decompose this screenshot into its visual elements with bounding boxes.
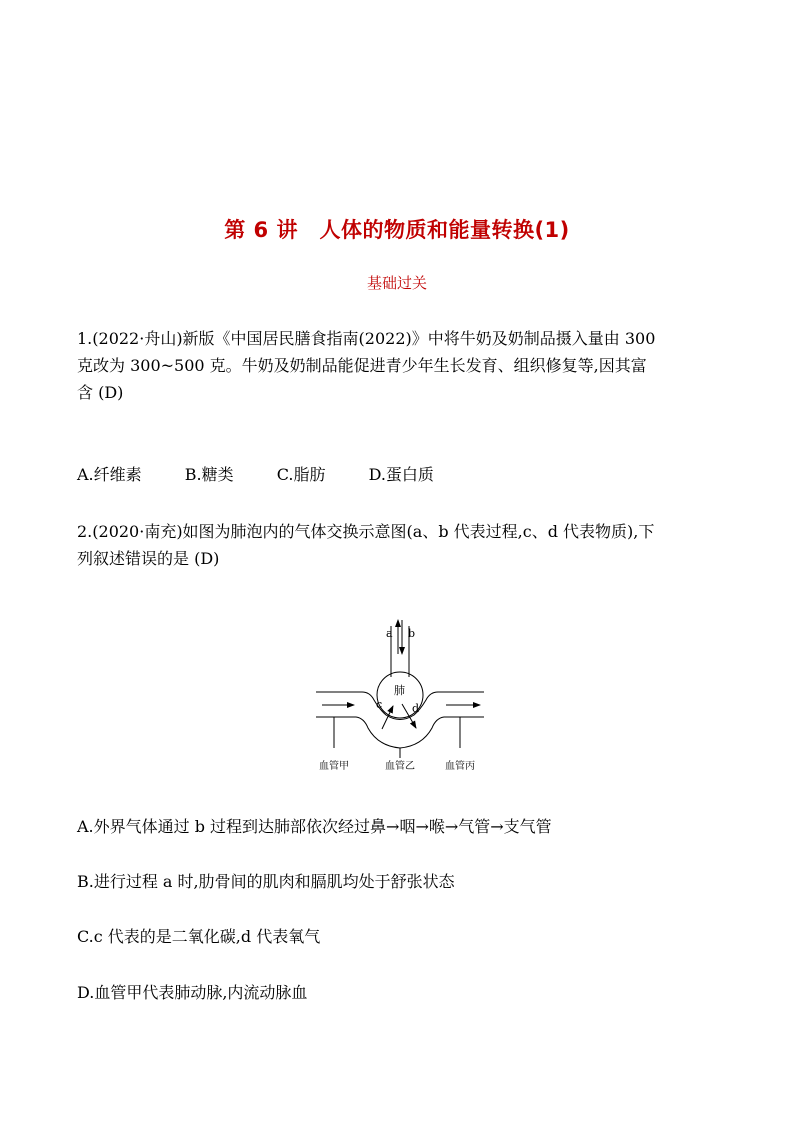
question-2-line-1: 2.(2020·南充)如图为肺泡内的气体交换示意图(a、b 代表过程,c、d 代表物质),下 (77, 522, 655, 541)
label-d: d (412, 702, 420, 715)
q1-option-c: C.脂肪 (276, 465, 326, 484)
label-vessel-bing: 血管丙 (445, 761, 475, 772)
question-1-line-3: 含 (D) (77, 383, 124, 402)
label-c: c (376, 698, 383, 711)
capillary-lower-wall (316, 717, 484, 748)
q2-option-b: B.进行过程 a 时,肋骨间的肌肉和膈肌均处于舒张状态 (77, 872, 455, 891)
question-1-options (77, 463, 472, 487)
q1-option-d: D.蛋白质 (368, 465, 434, 484)
label-vessel-yi: 血管乙 (385, 761, 415, 772)
question-1-line-1: 1.(2022·舟山)新版《中国居民膳食指南(2022)》中将牛奶及奶制品摄入量由 300 (77, 329, 656, 348)
q2-option-d: D.血管甲代表肺动脉,内流动脉血 (77, 983, 308, 1002)
label-b: b (408, 627, 416, 640)
page-title: 第 6 讲 人体的物质和能量转换(1) (224, 218, 570, 242)
section-title: 基础过关 (366, 274, 427, 292)
q1-option-a: A.纤维素 (77, 465, 142, 484)
label-a: a (386, 627, 393, 640)
question-2-line-2: 列叙述错误的是 (D) (77, 549, 220, 568)
question-1-line-2: 克改为 300~500 克。牛奶及奶制品能促进青少年生长发育、组织修复等,因其富 (77, 356, 647, 375)
label-vessel-jia: 血管甲 (319, 761, 349, 772)
q2-option-a: A.外界气体通过 b 过程到达肺部依次经过鼻→咽→喉→气管→支气管 (77, 817, 552, 836)
question-2 (77, 518, 725, 572)
question-1 (77, 325, 725, 406)
label-alveolus: 肺 (394, 684, 405, 697)
q1-option-b: B.糖类 (184, 465, 234, 484)
alveolus-gas-exchange-diagram (300, 612, 500, 782)
q2-option-c: C.c 代表的是二氧化碳,d 代表氧气 (77, 927, 321, 946)
